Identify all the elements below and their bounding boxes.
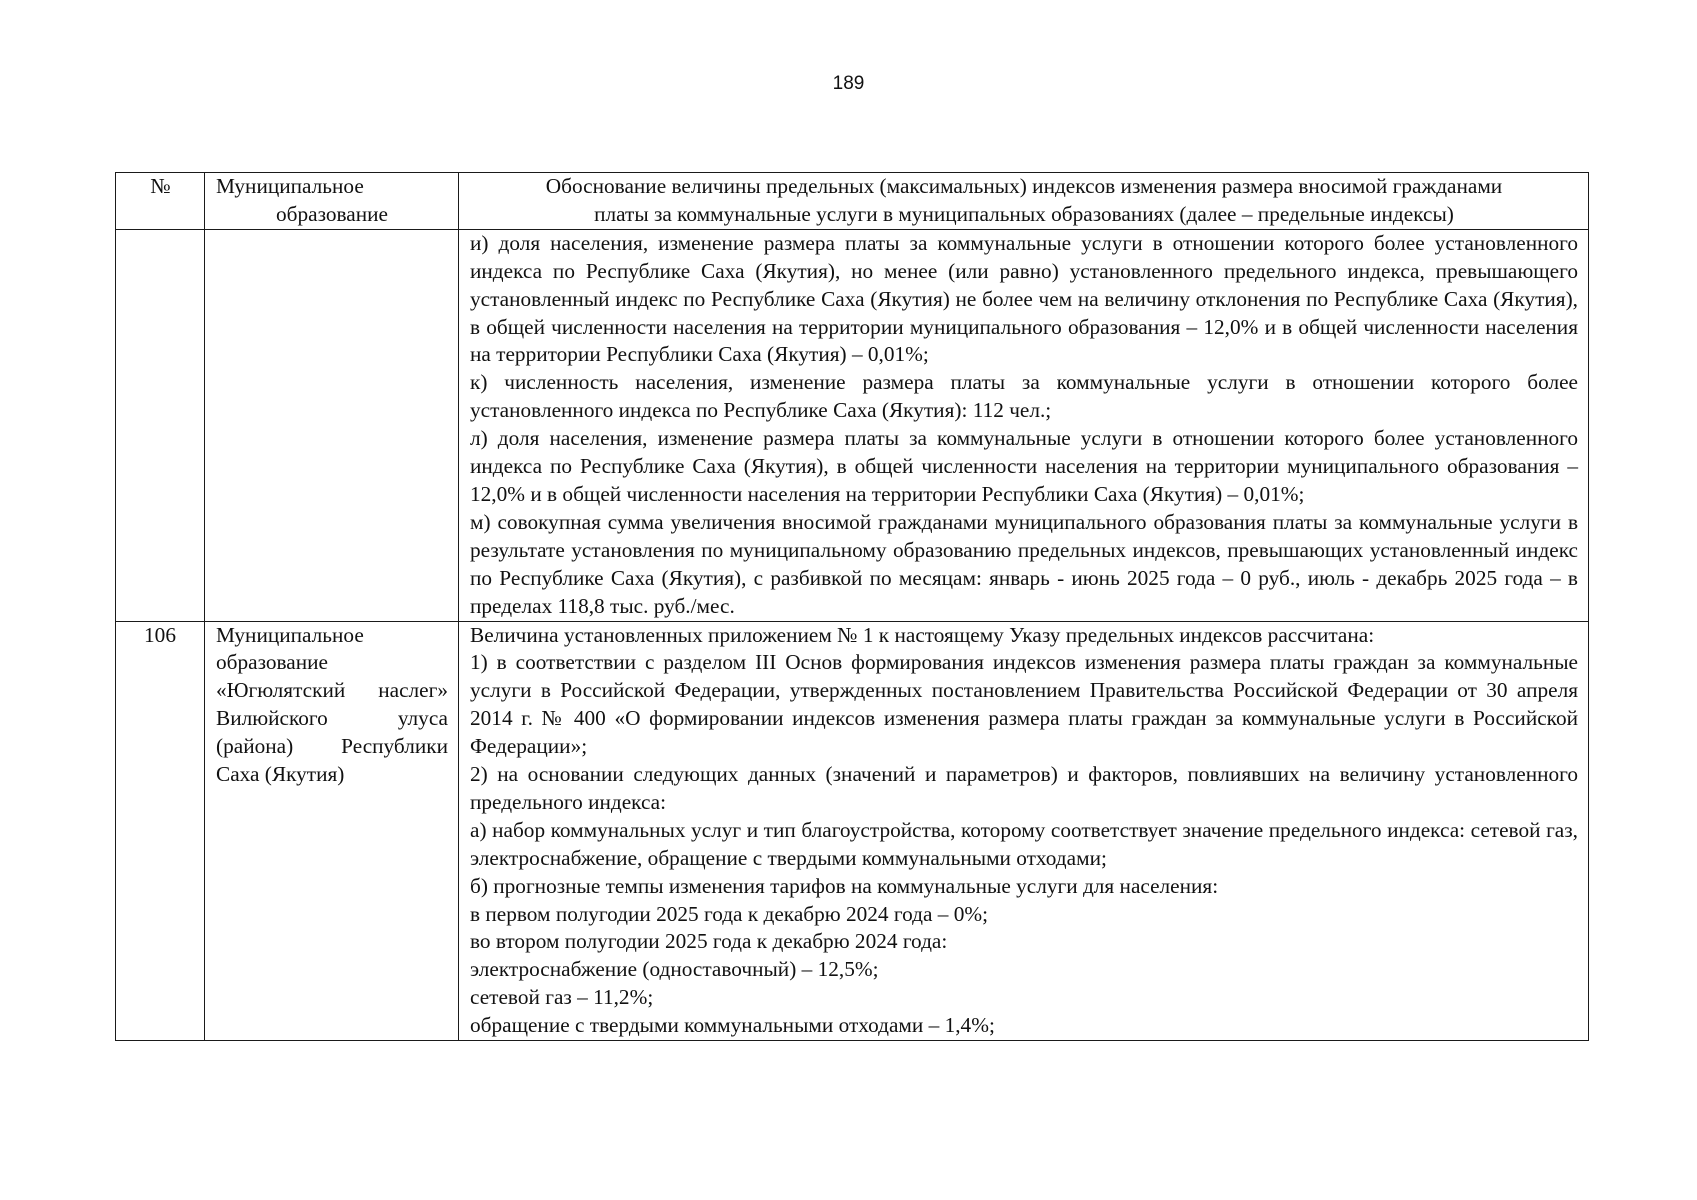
municipality-cell xyxy=(205,621,459,1041)
paragraph-1: 1) в соответствии с разделом III Основ формирования индексов изменения размера платы граждан за коммунальные услуги в Российской Федерации, утвержденных постановлением Правительства Российской Федерации от 30 апреля 2014 г. № 400 «О формировании индексов изменения размера платы граждан за коммунальные услуги в Российской Федерации»; xyxy=(470,650,1578,759)
municipality-name: Муниципальное образование «Югюлятский наслег» Вилюйского улуса (района) Республики Саха (Якутия) xyxy=(216,622,448,787)
paragraph-second-half: во втором полугодии 2025 года к декабрю 2024 года: xyxy=(470,929,948,954)
row-number: 106 xyxy=(144,622,176,647)
row-number-cell xyxy=(116,621,205,1041)
table-row xyxy=(116,621,1589,1041)
paragraph-i: и) доля населения, изменение размера платы за коммунальные услуги в отношении которого более установленного индекса по Республике Саха (Якутия), но менее (или равно) установленного предельного индекса, превышающего установленный индекс по Республике Саха (Якутия) не более чем на величину отклонения по Республике Саха (Якутия), в общей численности населения на территории муниципального образования – 12,0% и в общей численности населения на территории Республики Саха (Якутия) – 0,01%; xyxy=(470,230,1578,367)
header-number-label: № xyxy=(150,174,171,198)
header-municipality-line1: Муниципальное xyxy=(216,174,364,198)
paragraph-m: м) совокупная сумма увеличения вносимой гражданами муниципального образования платы за коммунальные услуги в результате установления по муниципальному образованию предельных индексов, превышающих установленный индекс по Республике Саха (Якутия), с разбивкой по месяцам: январь - июнь 2025 года – 0 руб., июль - декабрь 2025 года – в пределах 118,8 тыс. руб./мес. xyxy=(470,509,1578,618)
table-row xyxy=(116,229,1589,621)
header-municipality xyxy=(205,173,459,230)
paragraph-b: б) прогнозные темпы изменения тарифов на коммунальные услуги для населения: xyxy=(470,873,1219,898)
paragraph-electricity: электроснабжение (одноставочный) – 12,5%; xyxy=(470,957,879,982)
header-number xyxy=(116,173,205,230)
row-number-cell xyxy=(116,229,205,621)
table-header-row xyxy=(116,173,1589,230)
paragraph-gas: сетевой газ – 11,2%; xyxy=(470,985,654,1010)
paragraph-waste: обращение с твердыми коммунальными отходами – 1,4%; xyxy=(470,1013,995,1038)
header-justification-line2: платы за коммунальные услуги в муниципальных образованиях (далее – предельные индексы) xyxy=(594,201,1454,226)
paragraph-l: л) доля населения, изменение размера платы за коммунальные услуги в отношении которого более установленного индекса по Республике Саха (Якутия), в общей численности населения на территории муниципального образования – 12,0% и в общей численности населения на территории Республики Саха (Якутия) – 0,01%; xyxy=(470,426,1578,506)
paragraph-intro: Величина установленных приложением № 1 к настоящему Указу предельных индексов рассчитана: xyxy=(470,622,1375,647)
indices-table xyxy=(115,172,1589,1041)
paragraph-k: к) численность населения, изменение размера платы за коммунальные услуги в отношении которого более установленного индекса по Республике Саха (Якутия): 112 чел.; xyxy=(470,370,1578,423)
municipality-cell xyxy=(205,229,459,621)
paragraph-first-half: в первом полугодии 2025 года к декабрю 2024 года – 0%; xyxy=(470,901,989,926)
page-number: 189 xyxy=(832,73,865,94)
justification-cell xyxy=(459,621,1589,1041)
header-justification-line1: Обоснование величины предельных (максимальных) индексов изменения размера вносимой гражданами xyxy=(545,174,1503,198)
justification-cell xyxy=(459,229,1589,621)
paragraph-a: а) набор коммунальных услуг и тип благоустройства, которому соответствует значение предельного индекса: сетевой газ, электроснабжение, обращение с твердыми коммунальными отходами; xyxy=(470,817,1578,870)
paragraph-2: 2) на основании следующих данных (значений и параметров) и факторов, повлиявших на величину установленного предельного индекса: xyxy=(470,762,1578,814)
header-justification xyxy=(459,173,1589,230)
header-municipality-line2: образование xyxy=(276,201,388,226)
